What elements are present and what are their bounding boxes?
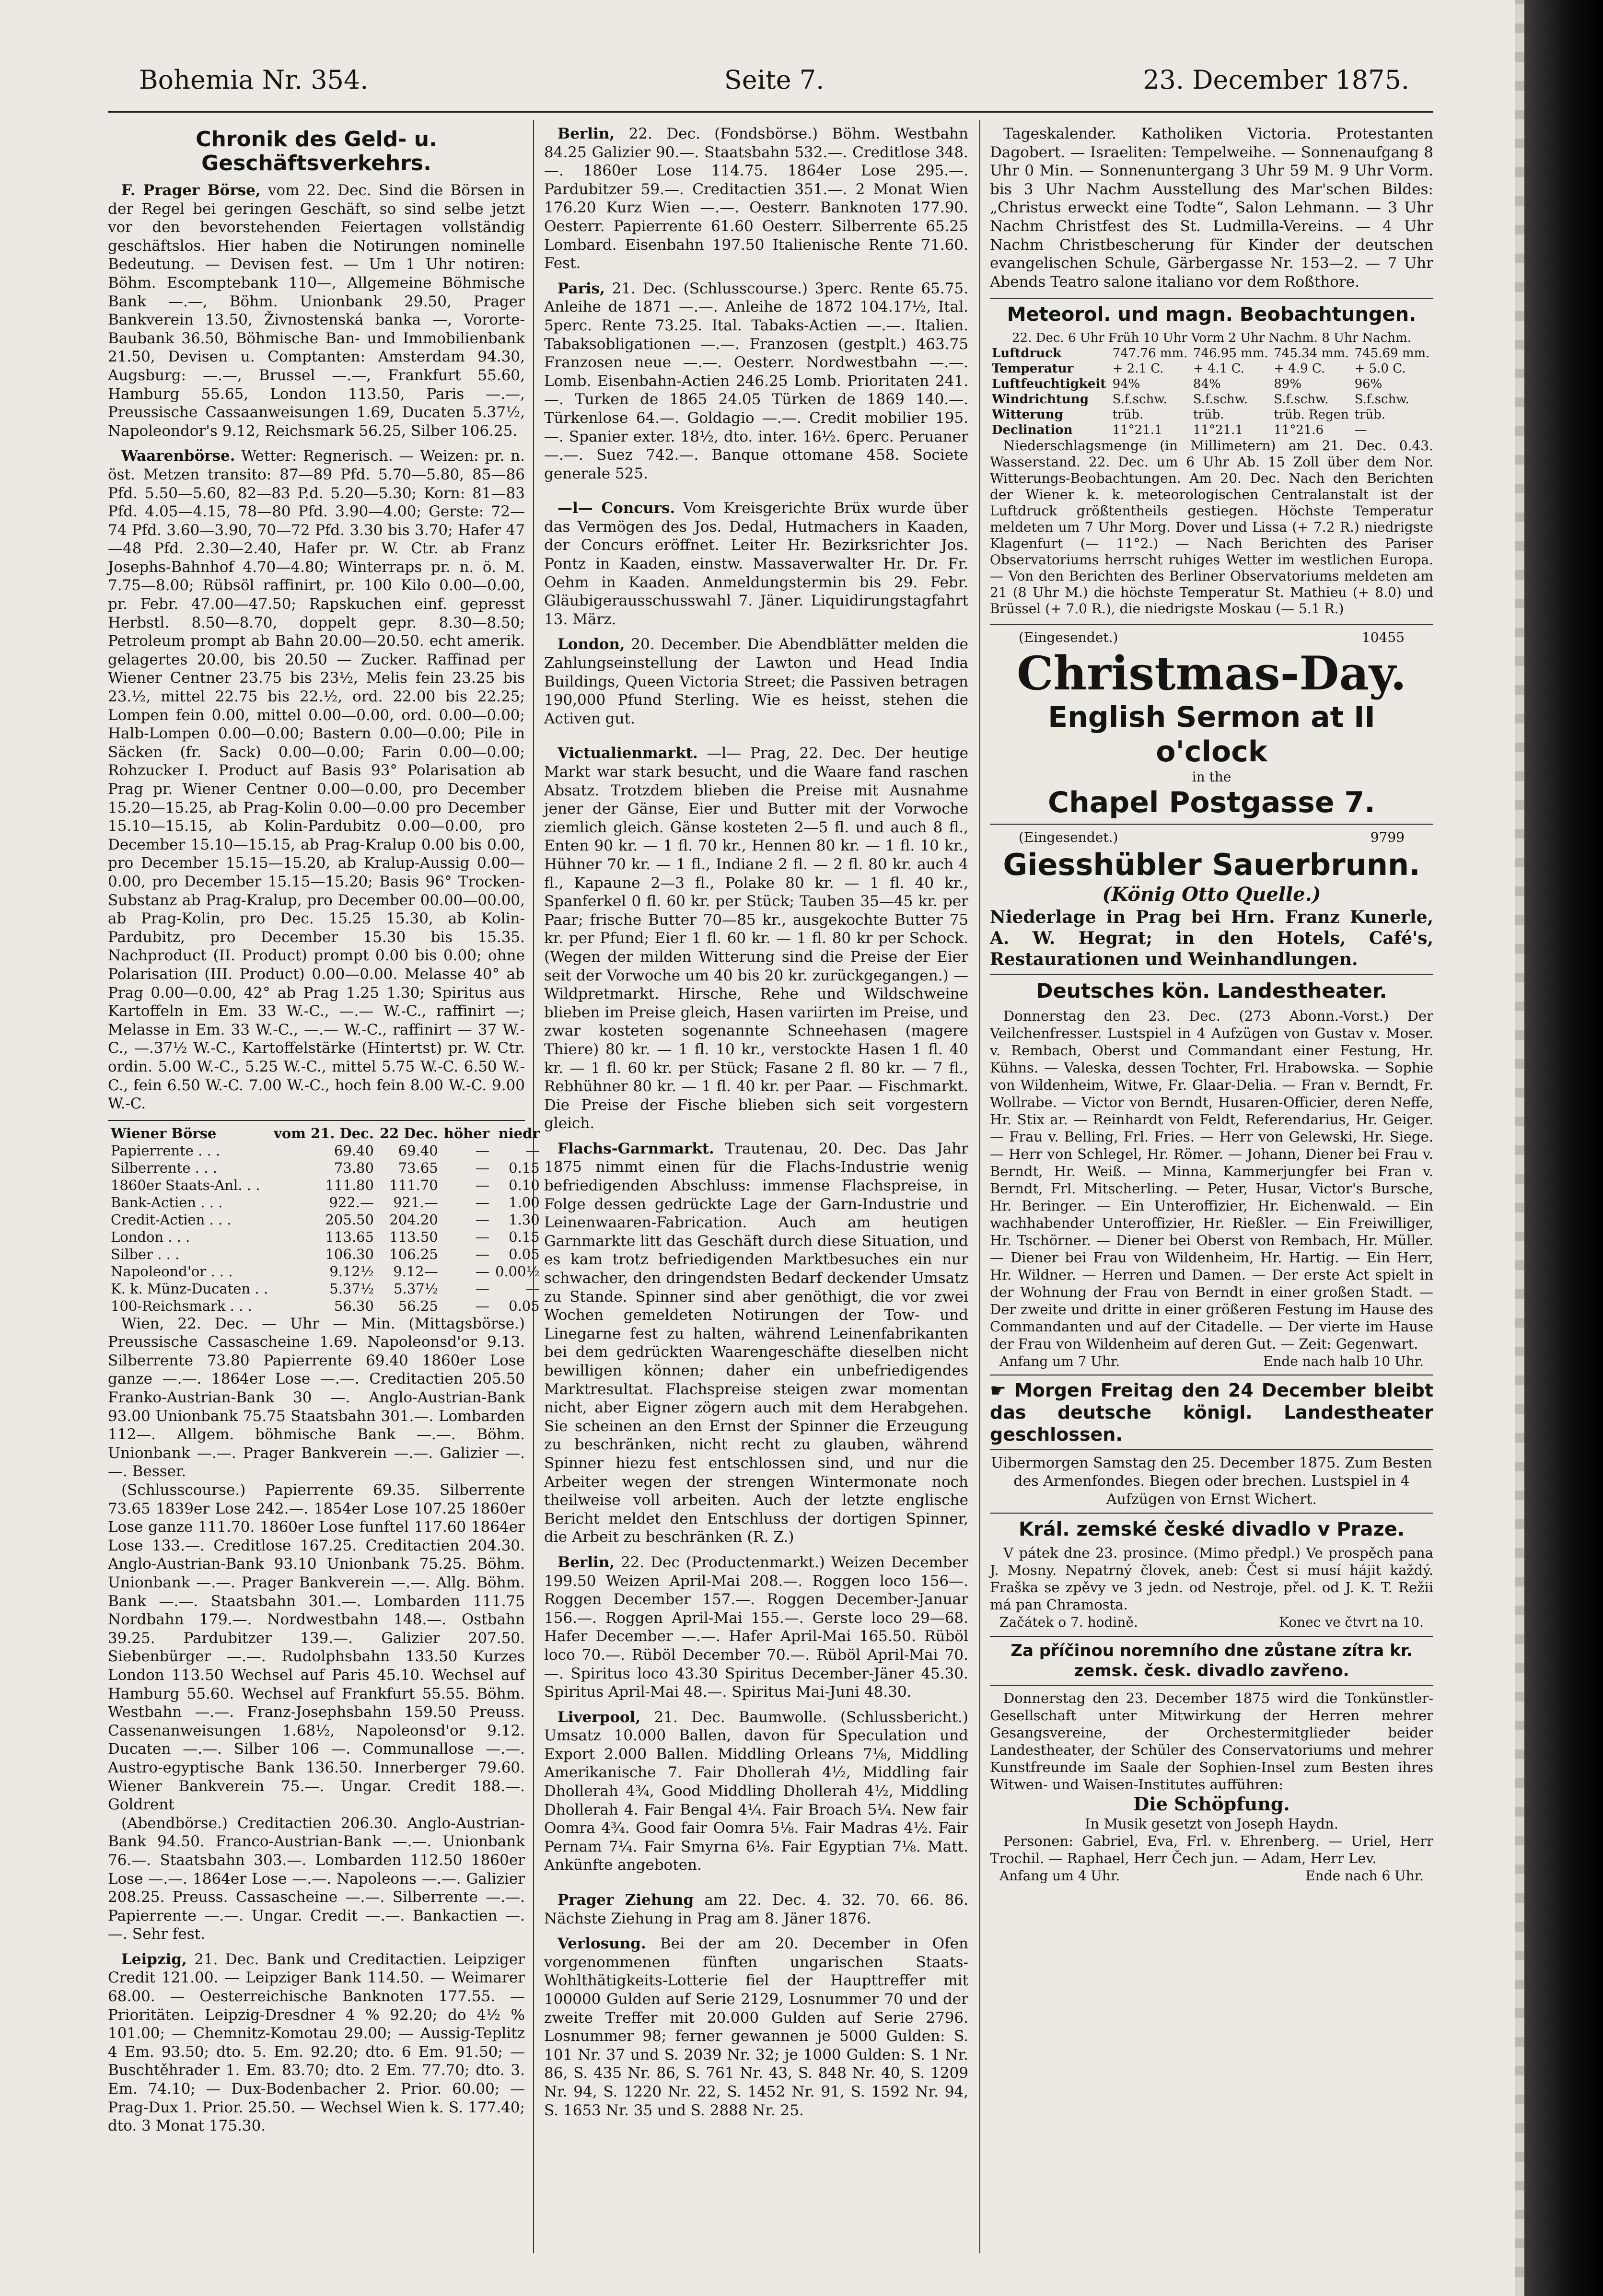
row-curr: 204.20 [389, 1211, 438, 1228]
separator [990, 1685, 1433, 1686]
row-name: Silber . . . [111, 1246, 180, 1262]
wiener-boerse-table [108, 1125, 543, 1315]
meteo-label: Luftdruck [992, 346, 1062, 361]
wiener-col-prev: vom 21. Dec. [274, 1125, 374, 1142]
verlosung-text: Bei der am 20. December in Ofen vorgenommenen fünften ungarischen Staats-Wohlthätigkeits-Lotterie fiel der Haupttreffer mit 100000 Gulden auf Serie 2129, Losnummer 70 und der zweite Treffer mit 20.000 Gulden auf Serie 2796. Losnummer 98; ferner gewannen je 5000 Gulden: S. 101 Nr. 37 und S. 2039 Nr. 32; je 1000 Gulden: S. 1 Nr. 86, S. 435 Nr. 86, S. 761 Nr. 43, S. 848 Nr. 40, S. 1209 Nr. 94, S. 1220 Nr. 22, S. 1452 Nr. 91, S. 1592 Nr. 94, S. 1653 Nr. 35 und S. 2888 Nr. 25. [544, 1935, 969, 2119]
czech-theatre-times [990, 1613, 1433, 1632]
waarenboerse-article [108, 447, 525, 1113]
row-prev: 205.50 [325, 1211, 374, 1228]
meteo-label: Windrichtung [992, 392, 1089, 407]
table-row [108, 1263, 543, 1280]
wiener-boerse-header [108, 1125, 543, 1142]
row-curr: 111.70 [389, 1177, 438, 1193]
christmas-ad-location: Chapel Postgasse 7. [1048, 785, 1375, 819]
row-higher: — [476, 1142, 490, 1159]
row-curr: 921.— [393, 1194, 438, 1211]
eingesendet-label: (Eingesendet.) [1019, 829, 1118, 845]
christmas-ad [990, 629, 1433, 820]
row-name: K. k. Münz-Ducaten . . [111, 1280, 268, 1297]
concert-persons: Personen: Gabriel, Eva, Frl. v. Ehrenberg. — Uriel, Herr Trochil. — Raphael, Herr Čech jun. — Adam, Herr Lev. [990, 1832, 1433, 1866]
czech-closed-notice: Za příčinou noremního dne zůstane zítra kr. zemsk. česk. divadlo zavřeno. [1011, 1641, 1413, 1680]
wien-abend-text: (Abendbörse.) Creditactien 206.30. Anglo-Austrian-Bank 94.50. Franco-Austrian-Bank —.—. Unionbank 76.—. Staatsbahn 303.—. Lombarden 112.50 1860er Lose —.—. 1864er Lose —.—. Napoleons —.—. Galizier 208.25. Preuss. Cassascheine —.—. Silberrente —.—. Papierrente —.—. Ungar. Credit —.—. Bankactien —.—. Sehr fest. [108, 1814, 525, 1943]
meteo-value: + 4.1 C. [1193, 361, 1244, 376]
row-higher: — [476, 1297, 490, 1314]
table-row [108, 1177, 543, 1194]
victualien-text: —l— Prag, 22. Dec. Der heutige Markt war stark besucht, und die Waare fand raschen Absatz. Trotzdem blieben die Preise mit Ausnahme jener der Gänse, Eier und Butter mit der Vorwoche ziemlich gleich. Gänse kosteten 2—5 fl. und auch 8 fl., Enten 90 kr. — 1 fl. 70 kr., Hennen 80 kr. — 1 fl. 10 kr., Hühner 70 kr. — 1 fl., Indiane 2 fl. — 2 fl. 80 kr. auch 4 fl., Kapaune 2—3 fl., Polake 80 kr. — 1 fl. 40 kr., Spanferkel 0 fl. 60 kr. per Stück; Tauben 35—45 kr. per Paar; frische Butter 70—85 kr., ausgekochte Butter 75 kr. per Pfund; Eier 1 fl. 60 kr. — 1 fl. 80 kr per Schock. (Wegen der milden Witterung sind die Preise der Eier seit der Vorwoche um 40 bis 20 kr. zurückgegangen.) — Wildpretmarkt. Hirsche, Rehe und Wildschweine blieben im Preise gleich, Hasen variirten im Preise, und zwar kosteten sogenannte Schneehasen (magere Thiere) 80 kr. — 1 fl. 10 kr., verstockte Hasen 1 fl. 40 kr. — 1 fl. 60 kr. per Stück; Fasane 2 fl. 80 kr. — 7 fl., Rebhühner 80 kr. — 1 fl. 40 kr. per Paar. — Fischmarkt. Die Preise der Fische blieben sich seit vorgestern gleich. [544, 745, 968, 1132]
column-finance [108, 125, 540, 2268]
berlin-fonds-lead: Berlin, [558, 125, 615, 142]
meteo-value: S.f.schw. [1112, 392, 1167, 407]
concert-end: Ende nach 6 Uhr. [1305, 1867, 1424, 1884]
concurs-article [544, 499, 968, 629]
meteo-value: 745.69 mm. [1354, 346, 1430, 361]
binding-strip [1515, 0, 1525, 2296]
meteo-label: Temperatur [992, 361, 1074, 376]
paris-lead: Paris, [558, 280, 605, 297]
concert-start: Anfang um 4 Uhr. [999, 1867, 1120, 1884]
ad-number: 9799 [1370, 829, 1405, 845]
row-name: Credit-Actien . . . [111, 1211, 232, 1228]
verlosung-article [544, 1935, 968, 2120]
ziehung-text: am 22. Dec. 4. 32. 70. 66. 86. Nächste Ziehung in Prag am 8. Jäner 1876. [544, 1891, 968, 1927]
wiener-col-higher: höher [443, 1125, 490, 1142]
wiener-col-lower: niedr [498, 1125, 540, 1142]
meteo-value: trüb. Regen [1274, 408, 1349, 422]
row-higher: — [476, 1194, 490, 1211]
wien-schluss-text: (Schlusscourse.) Papierrente 69.35. Silberrente 73.65 1839er Lose 242.—. 1854er Lose 107.25 1860er Lose ganze 111.70. 1860er Lose funftel 117.60 1864er Lose 133.—. Creditlose 167.25. Creditactien 204.30. Anglo-Austrian-Bank 93.10 Unionbank 75.25. Böhm. Unionbank —.—. Prager Bankverein —.—. Allg. Böhm. Bank —.—. Staatsbahn 301.—. Lombarden 111.75 Nordbahn 179.—. Nordwestbahn 148.—. Ostbahn 39.25. Pardubitzer 139.—. Galizier 207.50. Siebenbürger —.—. Rudolphsbahn 133.50 Kurzes London 113.50 Wechsel auf Paris 45.10. Wechsel auf Hamburg 55.60. Wechsel auf Frankfurt 55.55. Böhm. Westbahn —.—. Franz-Josephsbahn 159.50 Preuss. Cassenanweisungen 1.68½, Napoleonsd'or 9.12. Ducaten —.—. Silber 106 —. Communallose —.—. Austro-egyptische Bank 136.50. Innerberger 79.60. Wiener Bankverein 75.—. Ungar. Credit 188.—. Goldrent [108, 1481, 525, 1814]
page-header [139, 65, 1409, 103]
czech-theatre-notice [990, 1517, 1433, 1632]
row-lower: 1.30 [509, 1211, 540, 1228]
row-lower: 0.05 [509, 1297, 540, 1314]
czech-theatre-end: Konec ve čtvrt na 10. [1279, 1614, 1424, 1631]
london-lead: London, [558, 636, 625, 653]
separator [990, 624, 1433, 625]
eingesendet-label: (Eingesendet.) [1019, 629, 1118, 646]
czech-theatre-title: Král. zemské české divadlo v Praze. [1018, 1518, 1405, 1541]
meteo-value: — [1354, 423, 1367, 438]
meteo-value: 11°21.1 [1112, 423, 1162, 438]
wien-article [108, 1315, 525, 1944]
row-prev: 111.80 [325, 1177, 374, 1193]
separator [990, 1636, 1433, 1637]
meteo-value: trüb. [1193, 408, 1224, 422]
christmas-ad-header [990, 629, 1433, 647]
row-curr: 5.37½ [394, 1280, 438, 1297]
christmas-ad-title: Christmas-Day. [1017, 646, 1406, 700]
meteo-value: 89% [1274, 377, 1302, 392]
pointing-hand-icon: ☛ [990, 1380, 1015, 1401]
ad-number: 10455 [1361, 629, 1405, 646]
row-higher: — [476, 1246, 490, 1262]
meteo-value: 96% [1354, 377, 1382, 392]
header-page-number: Seite 7. [724, 65, 825, 95]
tageskalender-text: Tageskalender. Katholiken Victoria. Protestanten Dagobert. — Israeliten: Tempelweihe. — Sonnenaufgang 8 Uhr 0 Min. — Sonnenuntergang 3 Uhr 59 M. 9 Uhr Vorm. bis 3 Uhr Nachm Ausstellung des Mar'schen Bildes: „Christus erweckt eine Todte“, Salon Lehmann. — 3 Uhr Nachm Christfest des St. Ludmilla-Vereins. — 4 Uhr Nachm Christbescherung für Kinder der deutschen evangelischen Schule, Gärbergasse Nr. 153—2. — 7 Uhr Abends Teatro salone italiano vor dem Roßthore. [990, 125, 1433, 291]
meteo-header: 22. Dec. 6 Uhr Früh 10 Uhr Vorm 2 Uhr Nachm. 8 Uhr Nachm. [1012, 331, 1411, 346]
meteo-value: S.f.schw. [1354, 392, 1409, 407]
berlin-fonds-text: 22. Dec. (Fondsbörse.) Böhm. Westbahn 84.25 Galizier 90.—. Staatsbahn 532.—. Creditlose 348.—. 1860er Lose 114.75. 1864er Lose 295.—. Pardubitzer 59.—. Creditactien 351.—. 2 Monat Wien 176.20 Kurz Wien —.—. Oesterr. Banknoten 177.90. Oesterr. Papierrente 61.60 Oesterr. Silberrente 65.25 Lombard. Eisenbahn 197.50 Italienische Rente 71.60. Fest. [544, 125, 968, 272]
row-name: Bank-Actien . . . [111, 1194, 223, 1211]
row-curr: 113.50 [389, 1228, 438, 1245]
meteo-value: 747.76 mm. [1112, 346, 1188, 361]
christmas-ad-in: in the [1192, 769, 1231, 785]
flachs-lead: Flachs-Garnmarkt. [558, 1140, 714, 1157]
theatre-closed-text: Morgen Freitag den 24 December bleibt das deutsche königl. Landestheater geschlossen. [990, 1380, 1433, 1445]
table-row [990, 407, 1433, 422]
row-higher: — [476, 1228, 490, 1245]
separator [990, 1513, 1433, 1514]
row-higher: — [476, 1177, 490, 1193]
concert-times [990, 1867, 1433, 1886]
meteo-title: Meteorol. und magn. Beobachtungen. [1007, 303, 1417, 326]
row-lower: 0.10 [509, 1177, 540, 1193]
landestheater-end: Ende nach halb 10 Uhr. [1263, 1353, 1424, 1369]
liverpool-article [544, 1708, 968, 1875]
czech-theatre-text: V pátek dne 23. prosince. (Mimo předpl.) Ve prospěch pana J. Mosny. Nepatrný človek, aneb: Čest si musí hájit každý. Fraška se zpěvy ve 3 jedn. od Nestroje, přel. od J. K. T. Režii má pan Chramosta. [990, 1545, 1433, 1613]
giesshuebler-ad-title: Giesshübler Sauerbrunn. [1003, 847, 1420, 882]
meteo-value: + 5.0 C. [1354, 361, 1406, 376]
row-lower: 0.05 [509, 1246, 540, 1262]
row-prev: 113.65 [325, 1228, 374, 1245]
meteo-label: Declination [992, 423, 1073, 438]
separator [990, 298, 1433, 299]
paris-text: 21. Dec. (Schlusscourse.) 3perc. Rente 65.75. Anleihe de 1871 —.—. Anleihe de 1872 104.17½, Ital. 5perc. Rente 73.25. Ital. Tabaks-Actien —.—. Italien. Tabaksobligationen —.—. Franzosen (gestplt.) 463.75 Franzosen neue —.—. Oesterr. Nordwestbahn —.—. Lomb. Eisenbahn-Actien 246.25 Lomb. Prioritaten 241.—. Turken de 1865 24.05 Türken de 1869 140.—. Türkenlose 64.—. Goldagio —.—. Credit mobilier 195.—. Spanier exter. 18½, dto. inter. 16½. 6perc. Peruaner —.—. Suez 742.—. Banque ottomane 458. Societe generale 525. [544, 280, 969, 482]
giesshuebler-ad-text: Niederlage in Prag bei Hrn. Franz Kunerle, A. W. Hegrat; in den Hotels, Café's, Restaurationen und Weinhandlungen. [990, 907, 1433, 969]
ziehung-article [544, 1891, 968, 1928]
leipzig-text: 21. Dec. Bank und Creditactien. Leipziger Credit 121.00. — Leipziger Bank 114.50. — Weimarer 68.00. — Oesterreichische Banknoten 177.55. — Prioritäten. Leipzig-Dresdner 4 % 92.20; do 4½ % 101.00; — Chemnitz-Komotau 29.00; — Aussig-Teplitz 4 Em. 93.50; dto. 5. Em. 92.20; dto. 6 Em. 91.50; — Buschtěhrader 1. Em. 83.70; dto. 2 Em. 77.70; dto. 3. Em. 74.10; — Dux-Bodenbacher 2. Prior. 60.00; — Prag-Dux 1. Prior. 25.50. — Wechsel Wien k. S. 177.40; dto. 3 Monat 175.30. [108, 1950, 525, 2135]
landestheater-start: Anfang um 7 Uhr. [999, 1353, 1120, 1369]
meteo-notes-text: Niederschlagsmenge (in Millimetern) am 21. Dec. 0.43. Wasserstand. 22. Dec. um 6 Uhr Ab. 15 Zoll über dem Nor. Witterungs-Beobachtungen. Am 20. Dec. Nach den Berichten der Wiener k. k. meteorologischen Centralanstalt ist der Luftdruck größtentheils gestiegen. Höchste Temperatur meldeten um 7 Uhr Morg. Dover und Lissa (+ 7.2 R.) niedrigste Klagenfurt (— 11°2.) — Nach Berichten des Pariser Observatoriums herrscht ruhiges Wetter im westlichen Europa. — Von den Berichten des Berliner Observatoriums meldeten am 21 (8 Uhr M.) die höchste Temperatur St. Mathieu (+ 8.0) und Brüssel (+ 7.0 R.), die niedrigste Moskau (— 5.1 R.) [990, 438, 1433, 617]
landestheater-title: Deutsches kön. Landestheater. [1036, 979, 1387, 1002]
table-row [990, 392, 1433, 407]
row-higher: — [476, 1280, 490, 1297]
christmas-ad-sermon: English Sermon at II o'clock [1048, 700, 1375, 769]
tageskalender [990, 125, 1433, 291]
row-prev: 69.40 [334, 1142, 374, 1159]
berlin-fonds-article [544, 125, 968, 273]
header-rule [108, 111, 1433, 113]
giesshuebler-ad-sub: (König Otto Quelle.) [1102, 883, 1321, 906]
meteo-value: 94% [1112, 377, 1140, 392]
wien-text: Wien, 22. Dec. — Uhr — Min. (Mittagsbörse.) Preussische Cassascheine 1.69. Napoleonsd'or 9.13. Silberrente 73.80 Papierrente 69.40 1860er Lose ganze —.—. 1864er Lose —.—. Creditactien 205.50 Franko-Austrian-Bank 30 —. Anglo-Austrian-Bank 93.00 Unionbank 75.75 Staatsbahn 301.—. Lombarden 112—. Allgem. böhmische Bank —.—. Böhm. Unionbank —.—. Prager Bankverein —.—. Galizier —.—. Besser. [108, 1315, 525, 1480]
landestheater-times [990, 1352, 1433, 1371]
table-row [990, 346, 1433, 361]
table-row [108, 1211, 543, 1228]
wiener-col-name: Wiener Börse [111, 1125, 217, 1142]
row-prev: 56.30 [334, 1297, 374, 1314]
verlosung-lead: Verlosung. [558, 1935, 646, 1953]
separator [108, 1120, 525, 1121]
flachs-article [544, 1140, 968, 1547]
separator [990, 824, 1433, 825]
table-row [108, 1159, 543, 1177]
row-lower: 1.00 [509, 1194, 540, 1211]
leipzig-lead: Leipzig, [121, 1950, 187, 1968]
meteo-label: Witterung [992, 408, 1063, 422]
victualien-article [544, 744, 968, 1132]
separator [990, 1449, 1433, 1450]
table-row [108, 1228, 543, 1246]
row-higher: — [476, 1211, 490, 1228]
row-prev: 5.37½ [329, 1280, 374, 1297]
table-row [108, 1142, 543, 1159]
finance-chronicle-title: Chronik des Geld- u. Geschäftsverkehrs. [196, 127, 437, 175]
meteo-value: trüb. [1354, 408, 1386, 422]
row-higher: — [476, 1263, 490, 1280]
flachs-text: Trautenau, 20. Dec. Das Jahr 1875 nimmt einen für die Flachs-Industrie wenig befriedigenden Abschluss: immense Flachspreise, in Folge dessen gedrückte Lage der Garn-Industrie und Leinenwaaren-Fabrication. Auch am heutigen Garnmarkte litt das Geschäft durch diese Situation, und es kam trotz befriedigenden Marktbesuches ein nur schwacher, den dringendsten Bedarf deckender Umsatz zu Stande. Spinner sind aber genöthigt, die vor zwei Wochen gemeldeten Notirungen der Tow- und Linegarne fest zu halten, während Leinenfabrikanten bei dem gedrückten Waarengeschäfte dieselben nicht bewilligen können; daher ein unbefriedigendes Marktresultat. Flachspreise steigen zwar momentan nicht, aber Eigner zögern auch mit dem Herabgehen. Sie scheinen an den Ernst der Spinner die Erzeugung zu beschränken, nicht recht zu glauben, während Spinner hiezu fest entschlossen sind, und nur die Arbeiter wegen der strengen Wintermonate noch theilweise voll arbeiten. Auch der letzte englische Bericht meldet den Entschluss der dortigen Spinner, die Arbeit zu beschränken (R. Z.) [544, 1140, 968, 1546]
row-lower: 0.00½ [495, 1263, 540, 1280]
row-prev: 73.80 [334, 1159, 374, 1176]
concert-music: In Musik gesetzt von Joseph Haydn. [1085, 1815, 1338, 1832]
row-name: Napoleond'or . . . [111, 1263, 233, 1280]
meteo-value: + 4.9 C. [1274, 361, 1325, 376]
prager-boerse-text: vom 22. Dec. Sind die Börsen in der Regel bei geringen Geschäft, so sind selbe jetzt vor den bevorstehenden Feiertagen vollständig geschäftslos. Hier haben die Notirungen nominelle Bedeutung. — Devisen fest. — Um 1 Uhr notiren: Böhm. Escomptebank 110—, Allgemeine Böhmische Bank —.—, Böhm. Unionbank 29.50, Prager Bankverein 13.50, Živnostenská banka —, Vororte-Baubank 36.50, Böhmische Ban- und Immobilienbank 21.50, Devisen u. Comptanten: Amsterdam 94.30, Augsburg: —.—, Brussel —.—, Frankfurt 55.60, Hamburg 55.65, London 113.50, Paris —.—, Preussische Cassaanweisungen 1.69, Ducaten 5.37½, Napoleondor's 9.12, Reichsmark 56.25, Silber 106.25. [108, 182, 525, 440]
concurs-lead: —l— Concurs. [558, 500, 675, 517]
row-name: London . . . [111, 1228, 190, 1245]
meteo-notes [990, 438, 1433, 617]
meteo-label: Luftfeuchtigkeit [992, 377, 1106, 392]
row-name: 1860er Staats-Anl. . . [111, 1177, 260, 1193]
row-name: 100-Reichsmark . . . [111, 1297, 252, 1314]
berlin-product-article [544, 1553, 968, 1702]
prager-boerse-lead: F. Prager Börse, [121, 182, 261, 199]
concert-notice [990, 1690, 1433, 1886]
meteo-value: S.f.schw. [1193, 392, 1248, 407]
waarenboerse-text: Wetter: Regnerisch. — Weizen: pr. n. öst. Metzen transito: 87—89 Pfd. 5.70—5.80, 85—86 Pfd. 5.50—5.60, 82—83 P.d. 5.20—5.30; Korn: 81—83 Pfd. 4.05—4.15, 78—80 Pfd. 3.90—4.00; Gerste: 72—74 Pfd. 3.60—3.90, 70—72 Pfd. 3.30 bis 3.70; Hafer 47—48 Pfd. 2.30—2.40, Hafer pr. W. Ctr. ab Franz Josephs-Bahnhof 4.70—4.80; Winterraps pr. n. ö. M. 7.75—8.00; Rübsöl raffinirt, pr. 100 Kilo 0.00—0.00, pr. Febr. 47.00—47.50; Rapskuchen einf. gepresst Herbstl. 8.50—8.70, doppelt gepr. 8.30—8.50; Petroleum prompt ab Bahn 20.00—20.50. echt amerik. gelagertes 20.00, bis 20.50 — Zucker. Raffinad per Wiener Centner 23.75 bis 23½, Melis fein 23.25 bis 23.½, mittel 22.75 bis 22.½, ord. 22.00 bis 22.25; Lompen fein 0.00, mittel 0.00—0.00, ord. 0.00—0.00; Halb-Lompen 0.00—0.00; Bastern 0.00—0.00; Pile in Säcken (fr. Sack) 0.00—0.00; Farin 0.00—0.00; Rohzucker I. Product auf Basis 93° Polarisation ab Prag pr. Wiener Centner 0.00—0.00, pro December 15.20—15.25, ab Prag-Kolin 0.00—0.00 pro December 15.10—15.15, ab Kolin-Pardubitz 0.00—0.00, pro December 15.10—15.15, ab Prag-Kralup 0.00 bis 0.00, pro December 15.15—15.20, ab Kralup-Aussig 0.00—0.00, pro December 15.15—15.20; Basis 96° Trocken-Substanz ab Prag-Kralup, pro December 00.00—00.00, ab Prag-Kolin, pro Dec. 15.25 15.30, ab Kolin-Pardubitz, pro December 15.30 bis 15.35. Nachproduct (II. Product) prompt 0.00 bis 0.00; ohne Polarisation (III. Product) 0.00—0.00. Melasse 40° ab Prag 0.00—0.00, 42° ab Prag 1.25 1.30; Spiritus aus Kartoffeln in Em. 33 W.-C., —.— W.-C., raffinirt —; Melasse in Em. 33 W.-C., —.— W.-C., raffinirt — 37 W.-C., —.37½ W.-C., Kartoffelstärke (Hintertst) pr. W. Ctr. ordin. 5.00 W.-C., 5.25 W.-C., mittel 5.75 W.-C. 6.50 W.-C., fein 6.50 W.-C. 7.00 W.-C., hoch fein 8.00 W.-C. 9.00 W.-C. [108, 447, 525, 1113]
row-prev: 106.30 [325, 1246, 374, 1262]
meteo-value: 11°21.1 [1193, 423, 1243, 438]
row-curr: 69.40 [398, 1142, 438, 1159]
row-prev: 9.12½ [329, 1263, 374, 1280]
row-curr: 106.25 [389, 1246, 438, 1262]
wiener-col-curr: 22 Dec. [379, 1125, 438, 1142]
liverpool-lead: Liverpool, [558, 1708, 641, 1726]
row-curr: 56.25 [398, 1297, 438, 1314]
row-lower: 0.15 [509, 1159, 540, 1176]
meteo-value: S.f.schw. [1274, 392, 1329, 407]
row-name: Papierrente . . . [111, 1142, 221, 1159]
concert-text: Donnerstag den 23. December 1875 wird die Tonkünstler-Gesellschaft unter Mitwirkung der Herren mehrer Gesangsvereine, der Orchestermitglieder beider Landestheater, der Schüler des Conservatoriums und mehrer Kunstfreunde im Saale der Sophien-Insel zum Besten ihres Witwen- und Waisen-Institutes aufführen: [990, 1690, 1433, 1793]
concert-title: Die Schöpfung. [1133, 1793, 1290, 1815]
column-rule-2 [979, 120, 980, 2253]
separator [990, 974, 1433, 975]
giesshuebler-ad-header [990, 828, 1433, 847]
table-row [990, 361, 1433, 376]
uebermorgen-text: Uibermorgen Samstag den 25. December 1875. Zum Besten des Armenfondes. Biegen oder brechen. Lustspiel in 4 Aufzügen von Ernst Wichert. [991, 1455, 1432, 1508]
paris-article [544, 280, 968, 483]
victualien-lead: Victualienmarkt. [558, 745, 698, 762]
theatre-closed-notice [990, 1379, 1433, 1445]
landestheater-text: Donnerstag den 23. Dec. (273 Abonn.-Vorst.) Der Veilchenfresser. Lustspiel in 4 Aufzügen von Gustav v. Moser. v. Rembach, Oberst und Commandant einer Festung, Hr. Kühns. — Valeska, dessen Tochter, Frl. Hrabowska. — Sophie von Wildenheim, Witwe, Fr. Glaar-Delia. — Fran v. Berndt, Fr. Wollrabe. — Victor von Berndt, Husaren-Officier, deren Neffe, Hr. Stix ar. — Reinhardt von Feldt, Referendarius, Hr. Geiger. — Frau v. Belling, Frl. Fries. — Herr von Gelewski, Hr. Siege. — Herr von Schlegel, Hr. Römer. — Johann, Diener bei Frau v. Berndt, Hr. Weiß. — Minna, Kammerjungfer bei Fran v. Berndt, Frl. Mitscherling. — Peter, Husar, Victor's Bursche, Hr. Beringer. — Ein Unteroffizier, Hr. Eichenwald. — Ein wachhabender Unteroffizier, Hr. Rießler. — Ein Freiwilliger, Hr. Tschörner. — Diener bei Oberst von Rembach, Hr. Müller. — Diener bei Frau von Wildenheim, Hr. Hartig. — Ein Herr, Hr. Wildner. — Herren und Damen. — Der erste Act spielt in der Wohnung der Frau von Berndt in einer großen Stadt. — Der zweite und dritte in einer größeren Festung im Hause des Commandanten und auf der Citadelle. — Der vierte im Hause der Frau von Wildenheim auf deren Gut. — Zeit: Gegenwart. [990, 1007, 1433, 1352]
table-row [108, 1246, 543, 1263]
row-lower: — [525, 1142, 540, 1159]
row-curr: 73.65 [398, 1159, 438, 1176]
ziehung-lead: Prager Ziehung [558, 1891, 694, 1909]
table-row [108, 1297, 543, 1315]
meteo-value: 11°21.6 [1274, 423, 1324, 438]
row-name: Silberrente . . . [111, 1159, 217, 1176]
row-curr: 9.12— [393, 1263, 438, 1280]
waarenboerse-lead: Waarenbörse. [121, 447, 235, 465]
meteo-value: + 2.1 C. [1112, 361, 1164, 376]
berlin-product-lead: Berlin, [558, 1553, 615, 1571]
row-lower: 0.15 [509, 1228, 540, 1245]
column-notices [990, 125, 1433, 2268]
row-higher: — [476, 1159, 490, 1176]
landestheater-notice [990, 979, 1433, 1371]
leipzig-article [108, 1950, 525, 2135]
meteo-value: 746.95 mm. [1193, 346, 1268, 361]
prager-boerse-article [108, 181, 525, 440]
header-paper-issue: Bohemia Nr. 354. [139, 65, 369, 95]
table-row [990, 422, 1433, 438]
czech-theatre-start: Začátek o 7. hodině. [999, 1614, 1138, 1631]
london-text: 20. December. Die Abendblätter melden die Zahlungseinstellung der Lawton und Head India Buildings, Queen Victoria Street; die Passiven betragen 190,000 Pfund Sterling. Wie es heisst, stehen die Activen gut. [544, 636, 968, 727]
table-row [108, 1194, 543, 1211]
book-binding [1524, 0, 1603, 2296]
row-lower: — [525, 1280, 540, 1297]
concurs-text: Vom Kreisgerichte Brüx wurde über das Vermögen des Jos. Dedal, Hutmachers in Kaaden, der Concurs eröffnet. Leiter Hr. Bezirksrichter Jos. Pontz in Kaaden, einstw. Massaverwalter Hr. Dr. Fr. Oehm in Kaaden. Anmeldungstermin bis 29. Febr. Gläubigerausschusswahl 7. Jäner. Liquidirungstagfahrt 13. März. [544, 500, 969, 628]
berlin-product-text: 22. Dec (Productenmarkt.) Weizen December 199.50 Weizen April-Mai 208.—. Roggen loco 156—. Roggen December 157.—. Roggen December-Januar 156.—. Roggen April-Mai 155.—. Gerste loco 29—68. Hafer December —.—. Hafer April-Mai 165.50. Rüböl loco 70.—. Rüböl December 70.—. Rüböl April-Mai 70.—. Spiritus loco 43.30 Spiritus December-Jäner 45.30. Spiritus April-Mai 48.—. Spiritus Mai-Juni 48.30. [544, 1553, 969, 1701]
liverpool-text: 21. Dec. Baumwolle. (Schlussbericht.) Umsatz 10.000 Ballen, davon für Speculation und Export 2.000 Ballen. Middling Orleans 7⅛, Middling Amerikanische 7. Fair Dhollerah 4½, Middling fair Dhollerah 4¾, Good Middling Dhollerah 4½, Middling Dhollerah 4. Fair Bengal 4¼. Fair Broach 5¼. New fair Oomra 4¾. Good fair Oomra 5⅛. Fair Madras 4½. Fair Pernam 7¼. Fair Smyrna 6⅛. Fair Egyptian 7⅛. Matt. Ankünfte angeboten. [544, 1708, 968, 1874]
london-article [544, 635, 968, 728]
giesshuebler-ad [990, 828, 1433, 970]
meteo-value: 84% [1193, 377, 1221, 392]
table-row [108, 1280, 543, 1297]
meteo-value: 745.34 mm. [1274, 346, 1349, 361]
column-markets [544, 125, 968, 2268]
meteo-value: trüb. [1112, 408, 1144, 422]
row-prev: 922.— [329, 1194, 374, 1211]
table-row [990, 376, 1433, 392]
header-date: 23. December 1875. [1143, 65, 1409, 95]
meteo-table [990, 346, 1433, 438]
